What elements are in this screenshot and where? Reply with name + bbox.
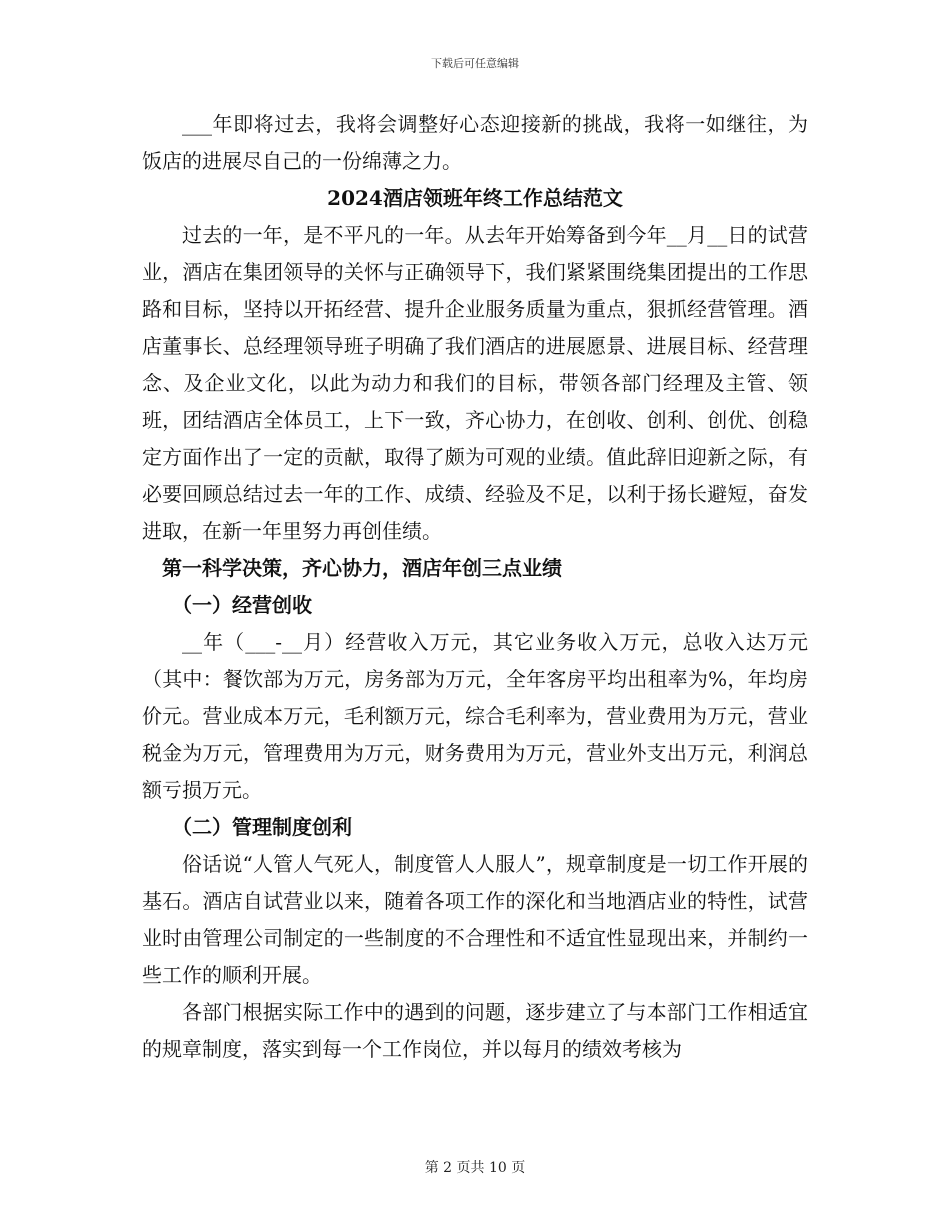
- document-title: 2024酒店领班年终工作总结范文: [327, 186, 623, 210]
- paragraph-closing: ___年即将过去，我将会调整好心态迎接新的挑战，我将一如继往，为饭店的进展尽自己的一份绵薄之力。: [142, 112, 808, 173]
- subsection-heading-1: （一）经营创收: [172, 593, 312, 617]
- paragraph-departments: 各部门根据实际工作中的遇到的问题，逐步建立了与本部门工作相适宜的规章制度，落实到每一个工作岗位，并以每月的绩效考核为: [142, 1000, 808, 1061]
- paragraph-rules: 俗话说“人管人气死人，制度管人人服人”，规章制度是一切工作开展的基石。酒店自试营业以来，随着各项工作的深化和当地酒店业的特性，试营业时由管理公司制定的一些制度的不合理性和不适宜性显现出来，并制约一些工作的顺利开展。: [142, 852, 808, 987]
- section-heading-1: 第一科学决策，齐心协力，酒店年创三点业绩: [162, 556, 562, 580]
- page-header: 下载后可任意编辑: [431, 57, 519, 70]
- document-body: [142, 106, 808, 1068]
- paragraph-intro: 过去的一年，是不平凡的一年。从去年开始筹备到今年__月__日的试营业，酒店在集团领导的关怀与正确领导下，我们紧紧围绕集团提出的工作思路和目标，坚持以开拓经营、提升企业服务质量为重点，狠抓经营管理。酒店董事长、总经理领导班子明确了我们酒店的进展愿景、进展目标、经营理念、及企业文化，以此为动力和我们的目标，带领各部门经理及主管、领班，团结酒店全体员工，上下一致，齐心协力，在创收、创利、创优、创稳定方面作出了一定的贡献，取得了颇为可观的业绩。值此辞旧迎新之际，有必要回顾总结过去一年的工作、成绩、经验及不足，以利于扬长避短，奋发进取，在新一年里努力再创佳绩。: [142, 223, 808, 543]
- paragraph-revenue: __年（___-__月）经营收入万元，其它业务收入万元，总收入达万元（其中：餐饮部为万元，房务部为万元，全年客房平均出租率为%，年均房价元。营业成本万元，毛利额万元，综合毛利率为，营业费用为万元，营业税金为万元，管理费用为万元，财务费用为万元，营业外支出万元，利润总额亏损万元。: [142, 630, 808, 802]
- subsection-heading-2: （二）管理制度创利: [172, 815, 352, 839]
- page-footer: 第 2 页共 10 页: [424, 1160, 526, 1176]
